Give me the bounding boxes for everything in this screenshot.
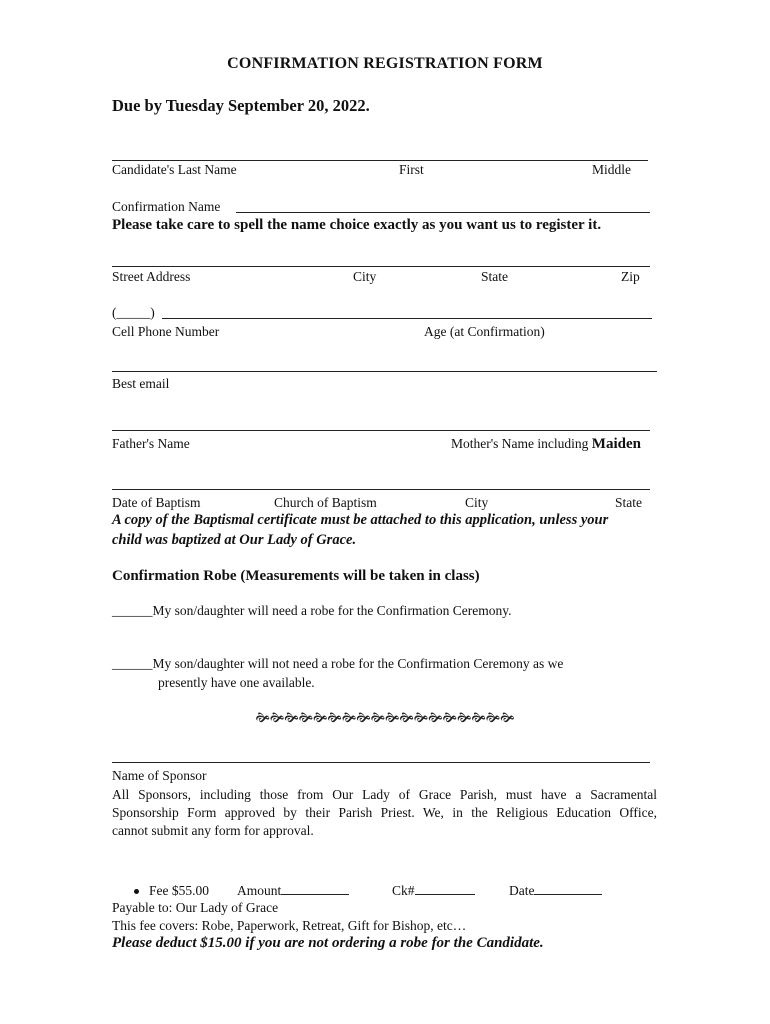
robe-need-blank[interactable]: ______ (112, 603, 153, 618)
robe-need-option[interactable] (112, 603, 512, 619)
email-label: Best email (112, 376, 170, 391)
address-city-label: City (353, 269, 377, 284)
email-line[interactable] (112, 371, 657, 372)
father-name-label: Father's Name (112, 436, 190, 451)
baptism-note-line1: A copy of the Baptismal certificate must be attached to this application, unless your (112, 512, 609, 528)
confirmation-name-note: Please take care to spell the name choice exactly as you want us to register it. (112, 217, 602, 233)
address-state-label: State (481, 269, 508, 284)
maiden-label: Maiden (591, 436, 641, 452)
sponsor-label: Name of Sponsor (112, 768, 207, 783)
mother-name-label (451, 436, 641, 452)
candidate-middle-label: Middle (592, 162, 631, 177)
baptism-line[interactable] (112, 489, 650, 490)
date-field[interactable] (509, 883, 602, 899)
sponsor-note-line2: Sponsorship Form approved by their Parish Priest. We, in the Religious Education Office, (112, 805, 657, 820)
area-code-blank[interactable]: (_____) (112, 305, 155, 320)
form-title: CONFIRMATION REGISTRATION FORM (227, 55, 543, 72)
robe-not-need-text-line2: presently have one available. (158, 675, 315, 690)
robe-need-text: My son/daughter will need a robe for the Confirmation Ceremony. (152, 603, 512, 618)
baptism-city-label: City (465, 495, 489, 510)
amount-field[interactable] (237, 883, 349, 899)
payable-to: Payable to: Our Lady of Grace (112, 900, 279, 915)
sponsor-line[interactable] (112, 762, 650, 763)
date-label: Date (509, 883, 535, 898)
robe-not-need-text-line1: My son/daughter will not need a robe for the Confirmation Ceremony as we (152, 656, 564, 671)
amount-label: Amount (237, 883, 282, 898)
address-line[interactable] (112, 266, 650, 267)
date-blank[interactable] (534, 883, 602, 895)
candidate-first-label: First (399, 162, 424, 177)
baptism-date-label: Date of Baptism (112, 495, 201, 510)
candidate-last-name-label: Candidate's Last Name (112, 162, 237, 177)
confirmation-name-line[interactable] (236, 212, 650, 213)
street-address-label: Street Address (112, 269, 191, 284)
cell-phone-label: Cell Phone Number (112, 324, 220, 339)
check-label: Ck# (392, 883, 415, 898)
robe-not-need-option[interactable] (112, 656, 563, 672)
bullet-icon (134, 889, 139, 894)
robe-not-need-blank[interactable]: ______ (112, 656, 153, 671)
mother-name-text: Mother's Name including (451, 436, 589, 451)
ornament-divider: 🙞🙞🙞🙞🙞🙞🙞🙞🙞🙞🙞🙞🙞🙞🙞🙞🙞🙞 (255, 710, 515, 725)
baptism-state-label: State (615, 495, 642, 510)
candidate-name-line[interactable] (112, 160, 648, 161)
due-date: Due by Tuesday September 20, 2022. (112, 96, 370, 115)
parents-line[interactable] (112, 430, 650, 431)
sponsor-note-line3: cannot submit any form for approval. (112, 823, 314, 838)
amount-blank[interactable] (281, 883, 349, 895)
phone-age-line[interactable] (162, 318, 652, 319)
check-blank[interactable] (415, 883, 475, 895)
sponsor-note-line1: All Sponsors, including those from Our Lady of Grace Parish, must have a Sacramental (112, 787, 657, 802)
baptism-church-label: Church of Baptism (274, 495, 377, 510)
baptism-note-line2: child was baptized at Our Lady of Grace. (112, 532, 357, 548)
age-label: Age (at Confirmation) (424, 324, 545, 339)
fee-row (134, 883, 209, 899)
address-zip-label: Zip (621, 269, 640, 284)
robe-deduction-note: Please deduct $15.00 if you are not ordering a robe for the Candidate. (112, 935, 544, 951)
fee-amount-label: Fee $55.00 (149, 883, 209, 898)
check-field[interactable] (392, 883, 475, 899)
fee-covers: This fee covers: Robe, Paperwork, Retreat, Gift for Bishop, etc… (112, 918, 467, 933)
confirmation-name-label: Confirmation Name (112, 199, 221, 214)
robe-heading: Confirmation Robe (Measurements will be taken in class) (112, 568, 480, 584)
